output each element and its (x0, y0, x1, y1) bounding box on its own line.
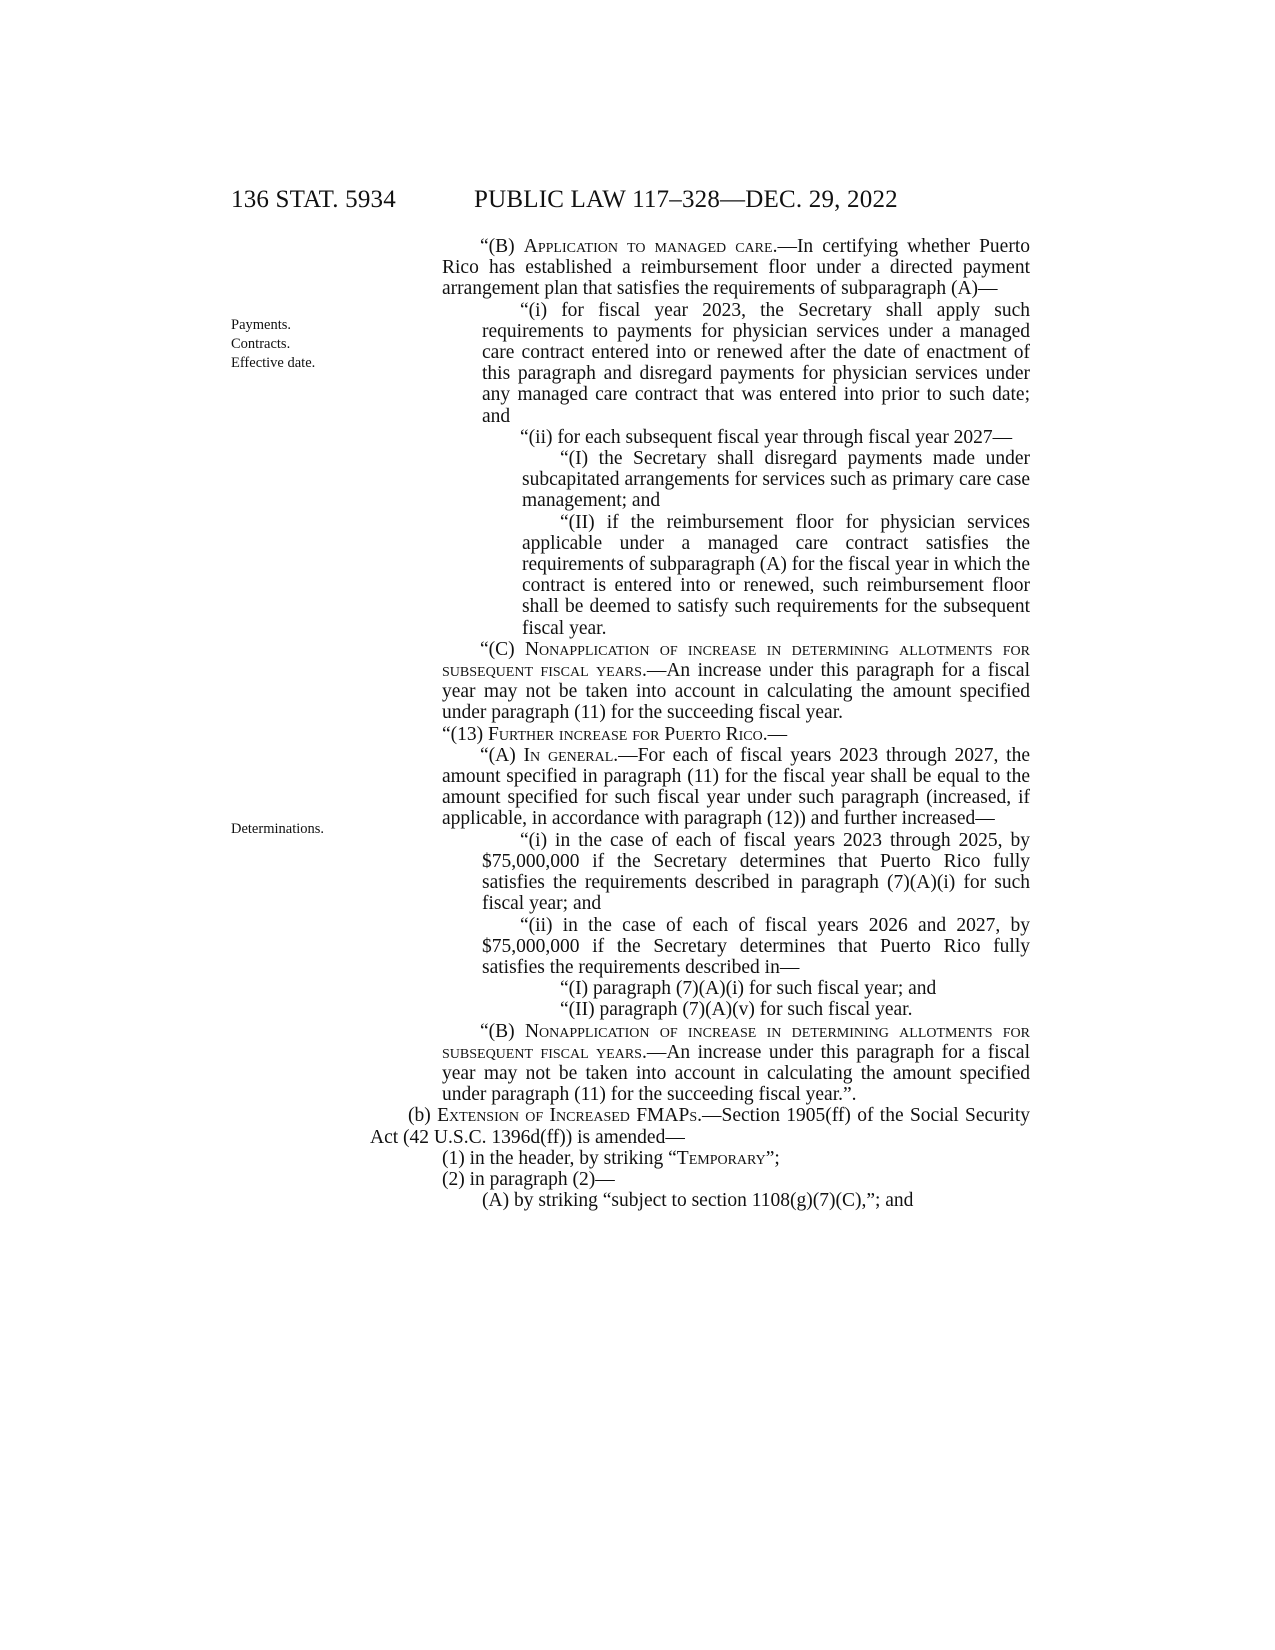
subclause-I: “(I) the Secretary shall disregard payments made under subcapitated arrangements for services such as primary care case management; and (522, 448, 1030, 512)
subclause-II: “(II) if the reimbursement floor for physician services applicable under a managed care contract satisfies the requirements of subparagraph (A) for the fiscal year in which the contract is entered into or renewed, such reimbursement floor shall be deemed to satisfy such requirements for the subsequent fiscal year. (522, 511, 1030, 639)
amendment-2-paragraph: (2) in paragraph (2)— (442, 1168, 615, 1190)
section-13-heading: “(13) Further increase for Puerto Rico.— (442, 723, 788, 745)
paragraph-b-nonapplication: “(B) Nonapplication of increase in determining allotments for subsequent fiscal years.—An increase under this paragraph for a fiscal year may not be taken into account in calculating the amount specified under paragraph (11) for the succeeding fiscal year.”. (442, 1020, 1030, 1106)
subclause-II-7Av: “(II) paragraph (7)(A)(v) for such fiscal year. (560, 999, 913, 1021)
margin-note-line: Contracts. (231, 336, 291, 352)
paragraph-a-in-general: “(A) In general.—For each of fiscal years 2023 through 2027, the amount specified in paragraph (11) for the fiscal year shall be equal to the amount specified for such fiscal year under such paragraph (increased, if applicable, in accordance with paragraph (12)) and further increased— (442, 744, 1030, 830)
paragraph-c-nonapplication: “(C) Nonapplication of increase in determining allotments for subsequent fiscal years.—An increase under this paragraph for a fiscal year may not be taken into account in calculating the amount specified under paragraph (11) for the succeeding fiscal year. (442, 638, 1030, 724)
margin-note-line: Effective date. (231, 355, 316, 371)
margin-note-determinations: Determinations. (231, 821, 325, 837)
clause-ii-subsequent: “(ii) for each subsequent fiscal year through fiscal year 2027— (520, 426, 1013, 448)
margin-note-payments (231, 316, 315, 373)
amendment-1-header: (1) in the header, by striking “Temporary”; (442, 1147, 780, 1169)
margin-note-line: Payments. (231, 317, 292, 333)
amendment-2A-striking: (A) by striking “subject to section 1108(g)(7)(C),”; and (482, 1190, 914, 1212)
document-body (370, 236, 1030, 1211)
clause-i-2023-2025: “(i) in the case of each of fiscal years 2023 through 2025, by $75,000,000 if the Secretary determines that Puerto Rico fully satisfies the requirements described in paragraph (7)(A)(i) for such fiscal year; and (482, 829, 1030, 915)
clause-ii-2026-2027: “(ii) in the case of each of fiscal years 2026 and 2027, by $75,000,000 if the Secretary determines that Puerto Rico fully satisfies the requirements described in— (482, 914, 1030, 978)
subsection-b-extension: (b) Extension of Increased FMAPs.—Section 1905(ff) of the Social Security Act (42 U.S.C. 1396d(ff)) is amended— (370, 1105, 1030, 1148)
clause-i-fy2023: “(i) for fiscal year 2023, the Secretary shall apply such requirements to payments for physician services under a managed care contract entered into or renewed after the date of enactment of this paragraph and disregard payments for physician services under any managed care contract that was entered into prior to such date; and (482, 299, 1030, 427)
subclause-I-7Ai: “(I) paragraph (7)(A)(i) for such fiscal year; and (560, 978, 937, 1000)
paragraph-b-managed-care: “(B) Application to managed care.—In certifying whether Puerto Rico has established a reimbursement floor under a directed payment arrangement plan that satisfies the requirements of subparagraph (A)— (442, 236, 1030, 300)
running-header: PUBLIC LAW 117–328—DEC. 29, 2022 (474, 186, 898, 213)
page-stat-number: 136 STAT. 5934 (231, 186, 396, 213)
